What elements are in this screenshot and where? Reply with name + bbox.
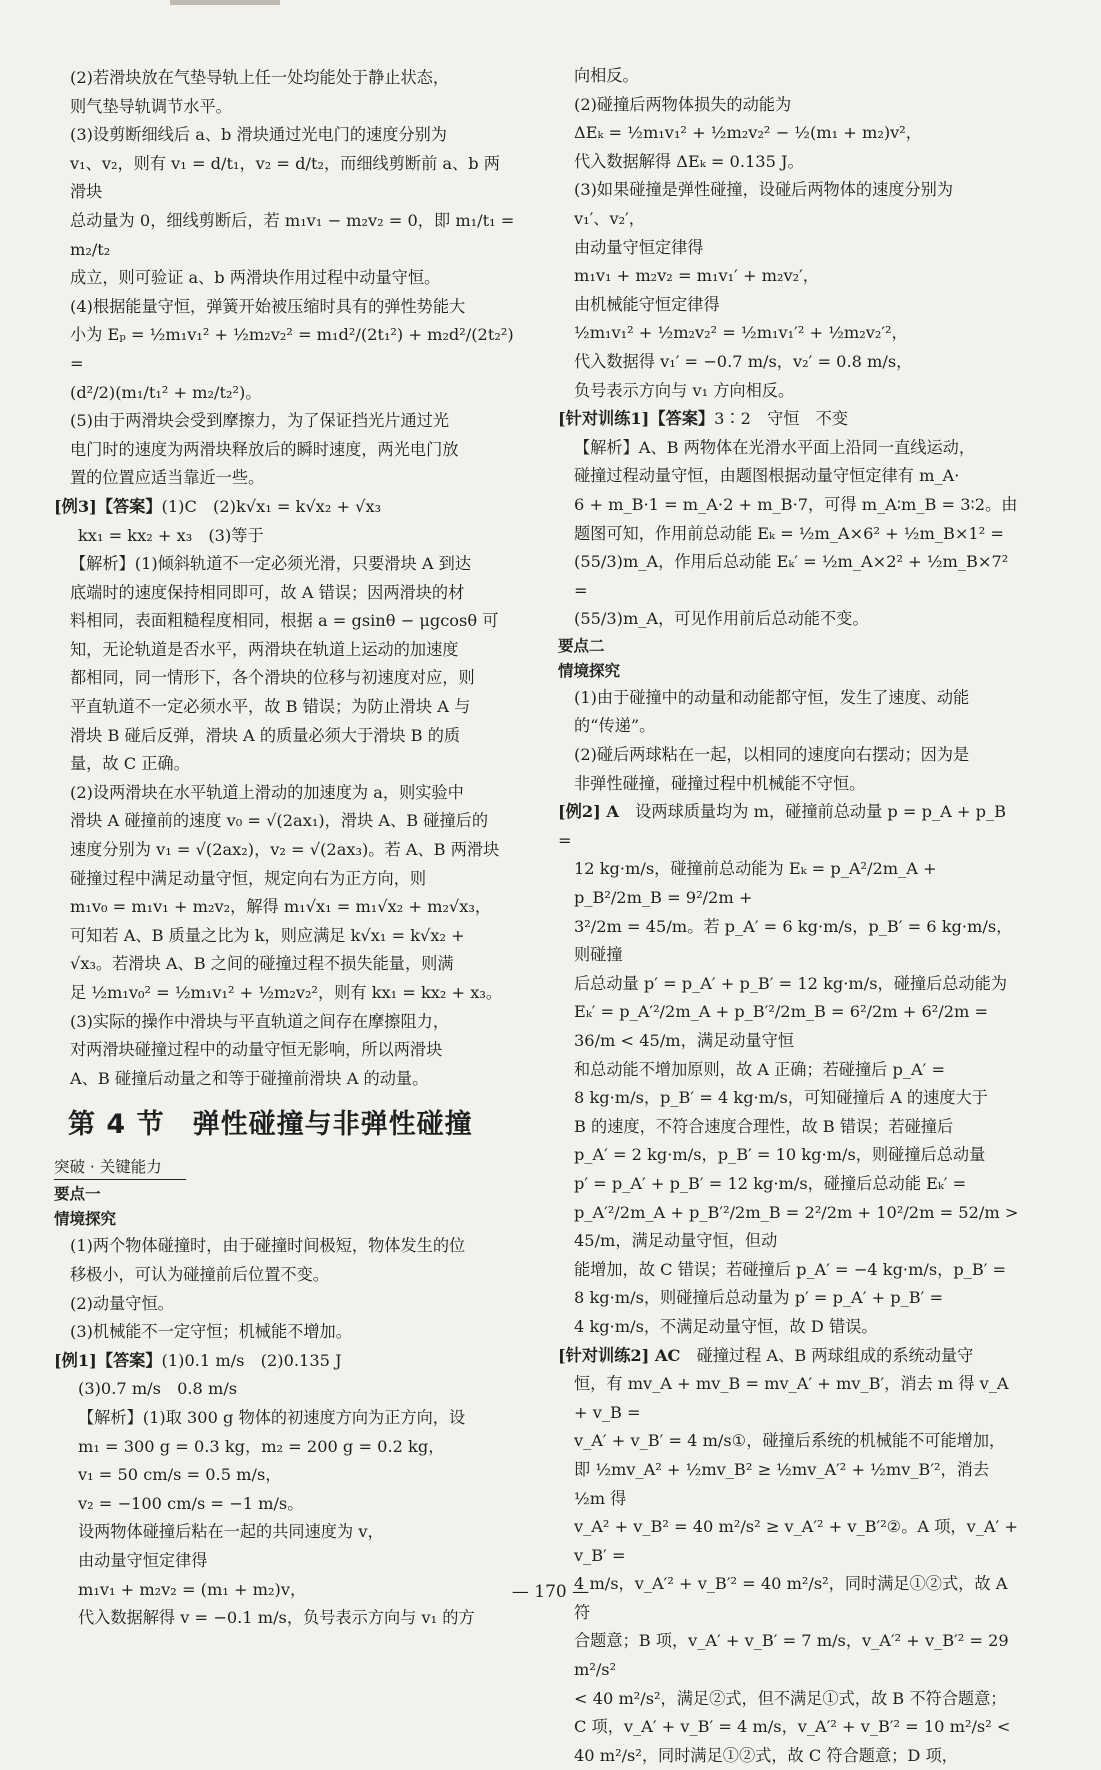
text-line: 料相同，表面粗糙程度相同，根据 a = gsinθ − μgcosθ 可 xyxy=(70,611,499,631)
text-line: 滑块 B 碰后反弹，滑块 A 的质量必须大于滑块 B 的质 xyxy=(70,725,461,745)
text-line: C 项，v_A′ + v_B′ = 4 m/s，v_A′² + v_B′² = 10 m²/s² < xyxy=(574,1717,1011,1737)
text-line: (2)若滑块放在气垫导轨上任一处均能处于静止状态， xyxy=(70,68,450,87)
example-label: [例3]【答案】 xyxy=(54,496,162,516)
example-3-answer xyxy=(54,493,516,522)
text-line: 4 m/s，v_A′² + v_B′² = 40 m²/s²，同时满足①②式，故 A 符 xyxy=(574,1574,1008,1622)
training-label: [针对训练2] AC xyxy=(558,1345,681,1365)
training-2-answer xyxy=(558,1342,1024,1371)
text-line: 电门时的速度为两滑块释放后的瞬时速度，两光电门放 xyxy=(70,439,459,459)
text-line: 知，无论轨道是否水平，两滑块在轨道上运动的加速度 xyxy=(70,639,459,659)
text-line: 总动量为 0，细线剪断后，若 m₁v₁ − m₂v₂ = 0，即 m₁/t₁ = m₂/t₂ xyxy=(70,210,515,259)
point-heading: 要点一 xyxy=(54,1185,101,1204)
answer-text: (1)C (2)k√x₁ = k√x₂ + √x₃ xyxy=(161,496,382,516)
text-line: 【解析】(1)倾斜轨道不一定必须光滑，只要滑块 A 到达 xyxy=(70,554,472,574)
text-line: 6 + m_B·1 = m_A·2 + m_B·7，可得 m_A∶m_B = 3∶2。由 xyxy=(574,494,1018,514)
text-line: (3)0.7 m/s 0.8 m/s xyxy=(78,1379,238,1399)
scan-mark xyxy=(170,0,280,5)
text-line: 【解析】A、B 两物体在光滑水平面上沿同一直线运动， xyxy=(574,437,976,457)
example-2-answer xyxy=(558,798,1024,855)
text-line: 都相同，同一情形下，各个滑块的位移与初速度对应，则 xyxy=(70,668,475,688)
text-line: 设两球质量均为 m，碰撞前总动量 p = p_A + p_B = xyxy=(558,802,1006,850)
text-line: 【解析】(1)取 300 g 物体的初速度方向为正方向，设 xyxy=(78,1407,466,1427)
text-line: √x₃。若滑块 A、B 之间的碰撞过程不损失能量，则满 xyxy=(70,954,454,974)
text-line: 置的位置应适当靠近一些。 xyxy=(70,468,265,488)
text-line: m₁v₁ + m₂v₂ = m₁v₁′ + m₂v₂′， xyxy=(574,266,819,286)
text-line: m₁v₁ + m₂v₂ = (m₁ + m₂)v， xyxy=(78,1579,307,1599)
example-label: [例2] A xyxy=(558,802,619,822)
text-line: (1)两个物体碰撞时，由于碰撞时间极短，物体发生的位 xyxy=(70,1236,466,1256)
text-line: v₁ = 50 cm/s = 0.5 m/s， xyxy=(78,1465,282,1485)
example-label: [例1]【答案】 xyxy=(54,1350,162,1370)
text-line: 由机械能守恒定律得 xyxy=(574,294,720,314)
text-line: 4 kg·m/s，不满足动量守恒，故 D 错误。 xyxy=(574,1316,878,1336)
scenario-heading: 情境探究 xyxy=(558,661,621,680)
text-line: 代入数据得 v₁′ = −0.7 m/s，v₂′ = 0.8 m/s， xyxy=(574,351,913,371)
text-line: 由动量守恒定律得 xyxy=(574,237,704,257)
text-line: m₁v₀ = m₁v₁ + m₂v₂，解得 m₁√x₁ = m₁√x₂ + m₂√x₃， xyxy=(70,897,492,917)
text-line: m₁ = 300 g = 0.3 kg，m₂ = 200 g = 0.2 kg， xyxy=(78,1436,445,1456)
text-line: p_A′ = 2 kg·m/s，p_B′ = 10 kg·m/s，则碰撞后总动量 xyxy=(574,1145,986,1165)
text-line: 8 kg·m/s，p_B′ = 4 kg·m/s，可知碰撞后 A 的速度大于 xyxy=(574,1088,988,1108)
training-label: [针对训练1]【答案】 xyxy=(558,409,715,429)
page-number: — 170 — xyxy=(511,1582,590,1602)
answer-text: (1)0.1 m/s (2)0.135 J xyxy=(161,1350,342,1370)
text-line: 成立，则可验证 a、b 两滑块作用过程中动量守恒。 xyxy=(70,268,441,288)
text-line: 碰撞过程中满足动量守恒，规定向右为正方向，则 xyxy=(70,868,427,888)
text-line: 的“传递”。 xyxy=(574,716,656,736)
text-line: 恒，有 mv_A + mv_B = mv_A′ + mv_B′，消去 m 得 v_A + v_B = xyxy=(574,1374,1009,1422)
text-line: p′ = p_A′ + p_B′ = 12 kg·m/s，碰撞后总动能 Eₖ′ = xyxy=(574,1173,967,1193)
text-line: 非弹性碰撞，碰撞过程中机械能不守恒。 xyxy=(574,773,866,793)
text-line: (2)碰后两球粘在一起，以相同的速度向右摆动；因为是 xyxy=(574,745,970,765)
text-line: kx₁ = kx₂ + x₃ (3)等于 xyxy=(78,525,264,545)
text-line: 40 m²/s²，同时满足①②式，故 C 符合题意；D 项， xyxy=(574,1745,958,1765)
text-line: 合题意；B 项，v_A′ + v_B′ = 7 m/s，v_A′² + v_B′² = 29 m²/s² xyxy=(574,1631,1009,1680)
answer-text: 3∶2 守恒 不变 xyxy=(714,409,849,429)
scenario-heading: 情境探究 xyxy=(54,1210,117,1229)
text-line: < 40 m²/s²，满足②式，但不满足①式，故 B 不符合题意； xyxy=(574,1688,1007,1708)
text-line: 12 kg·m/s，碰撞前总动能为 Eₖ = p_A²/2m_A + p_B²/2m_B = 9²/2m + xyxy=(574,859,937,908)
text-line: (3)设剪断细线后 a、b 滑块通过光电门的速度分别为 xyxy=(70,125,447,145)
left-column xyxy=(54,64,516,1633)
text-line: v_A′ + v_B′ = 4 m/s①，碰撞后系统的机械能不可能增加， xyxy=(574,1431,1006,1451)
text-line: 3²/2m = 45/m。若 p_A′ = 6 kg·m/s，p_B′ = 6 kg·m/s，则碰撞 xyxy=(574,916,1013,965)
text-line: 底端时的速度保持相同即可，故 A 错误；因两滑块的材 xyxy=(70,582,465,602)
text-line: 题图可知，作用前总动能 Eₖ = ½m_A×6² + ½m_B×1² = xyxy=(574,523,1004,543)
text-line: v_A² + v_B² = 40 m²/s² ≥ v_A′² + v_B′²②。A 项，v_A′ + v_B′ = xyxy=(574,1517,1018,1565)
text-line: v₂ = −100 cm/s = −1 m/s。 xyxy=(78,1493,304,1513)
point-heading: 要点二 xyxy=(558,636,605,655)
text-line: 小为 Eₚ = ½m₁v₁² + ½m₂v₂² = m₁d²/(2t₁²) + m₂d²/(2t₂²) = xyxy=(70,325,514,373)
text-line: (55/3)m_A，作用后总动能 Eₖ′ = ½m_A×2² + ½m_B×7² = xyxy=(574,552,1009,600)
text-line: 可知若 A、B 质量之比为 k，则应满足 k√x₁ = k√x₂ + xyxy=(70,925,465,945)
section-title: 第 4 节 弹性碰撞与非弹性碰撞 xyxy=(68,1109,473,1141)
text-line: (d²/2)(m₁/t₁² + m₂/t₂²)。 xyxy=(70,382,262,402)
text-line: 速度分别为 v₁ = √(2ax₂)，v₂ = √(2ax₃)。若 A、B 两滑块 xyxy=(70,840,500,860)
text-line: ΔEₖ = ½m₁v₁² + ½m₂v₂² − ½(m₁ + m₂)v²， xyxy=(574,123,922,143)
text-line: 量，故 C 正确。 xyxy=(70,754,190,774)
text-line: (2)碰撞后两物体损失的动能为 xyxy=(574,94,792,114)
text-line: 移极小，可认为碰撞前后位置不变。 xyxy=(70,1264,329,1284)
text-line: (5)由于两滑块会受到摩擦力，为了保证挡光片通过光 xyxy=(70,411,450,431)
text-line: 由动量守恒定律得 xyxy=(78,1550,208,1570)
text-line: 代入数据解得 v = −0.1 m/s，负号表示方向与 v₁ 的方 xyxy=(78,1608,475,1628)
text-line: 代入数据解得 ΔEₖ = 0.135 J。 xyxy=(574,151,804,171)
text-line: 碰撞过程动量守恒，由题图根据动量守恒定律有 m_A· xyxy=(574,466,960,486)
text-line: 碰撞过程 A、B 两球组成的系统动量守 xyxy=(696,1345,974,1365)
text-line: 平直轨道不一定必须水平，故 B 错误；为防止滑块 A 与 xyxy=(70,697,471,717)
text-line: ½m₁v₁² + ½m₂v₂² = ½m₁v₁′² + ½m₂v₂′²， xyxy=(574,323,908,343)
text-line: (4)根据能量守恒，弹簧开始被压缩时具有的弹性势能大 xyxy=(70,296,466,316)
text-line: 对两滑块碰撞过程中的动量守恒无影响，所以两滑块 xyxy=(70,1040,443,1060)
text-line: (3)机械能不一定守恒；机械能不增加。 xyxy=(70,1322,352,1342)
text-line: v₁、v₂，则有 v₁ = d/t₁，v₂ = d/t₂，而细线剪断前 a、b 两滑块 xyxy=(70,153,500,202)
text-line: 滑块 A 碰撞前的速度 v₀ = √(2ax₁)，滑块 A、B 碰撞后的 xyxy=(70,811,489,831)
text-line: (3)如果碰撞是弹性碰撞，设碰后两物体的速度分别为 xyxy=(574,180,954,200)
text-line: 负号表示方向与 v₁ 方向相反。 xyxy=(574,380,795,400)
text-line: 设两物体碰撞后粘在一起的共同速度为 v， xyxy=(78,1522,384,1542)
text-line: (2)设两滑块在水平轨道上滑动的加速度为 a，则实验中 xyxy=(70,782,464,802)
text-line: 则气垫导轨调节水平。 xyxy=(70,96,232,116)
text-line: (2)动量守恒。 xyxy=(70,1293,174,1313)
right-column xyxy=(558,62,1024,1770)
breakthrough-heading: 突破 · 关键能力 xyxy=(54,1155,186,1180)
text-line: (3)实际的操作中滑块与平直轨道之间存在摩擦阻力， xyxy=(70,1011,450,1031)
text-line: (55/3)m_A，可见作用前后总动能不变。 xyxy=(574,609,869,629)
text-line: p_A′²/2m_A + p_B′²/2m_B = 2²/2m + 10²/2m = 52/m > 45/m，满足动量守恒，但动 xyxy=(574,1202,1019,1251)
training-1-answer xyxy=(558,405,1024,434)
text-line: 和总动能不增加原则，故 A 正确；若碰撞后 p_A′ = xyxy=(574,1059,946,1079)
text-line: 8 kg·m/s，则碰撞后总动量为 p′ = p_A′ + p_B′ = xyxy=(574,1288,944,1308)
text-line: A、B 碰撞后动量之和等于碰撞前滑块 A 的动量。 xyxy=(70,1068,429,1088)
text-line: 后总动量 p′ = p_A′ + p_B′ = 12 kg·m/s，碰撞后总动能为 xyxy=(574,973,1008,993)
example-1-answer xyxy=(54,1347,516,1376)
text-line: 能增加，故 C 错误；若碰撞后 p_A′ = −4 kg·m/s，p_B′ = xyxy=(574,1259,1007,1279)
text-line: Eₖ′ = p_A′²/2m_A + p_B′²/2m_B = 6²/2m + 6²/2m = 36/m < 45/m，满足动量守恒 xyxy=(574,1002,989,1050)
text-line: 即 ½mv_A² + ½mv_B² ≥ ½mv_A′² + ½mv_B′²，消去 ½m 得 xyxy=(574,1459,990,1508)
text-line: 向相反。 xyxy=(574,66,639,85)
text-line: (1)由于碰撞中的动量和动能都守恒，发生了速度、动能 xyxy=(574,687,970,707)
text-line: 足 ½m₁v₀² = ½m₁v₁² + ½m₂v₂²，则有 kx₁ = kx₂ + x₃。 xyxy=(70,983,503,1002)
text-line: B 的速度，不符合速度合理性，故 B 错误；若碰撞后 xyxy=(574,1116,954,1136)
text-line: v₁′、v₂′， xyxy=(574,208,645,228)
